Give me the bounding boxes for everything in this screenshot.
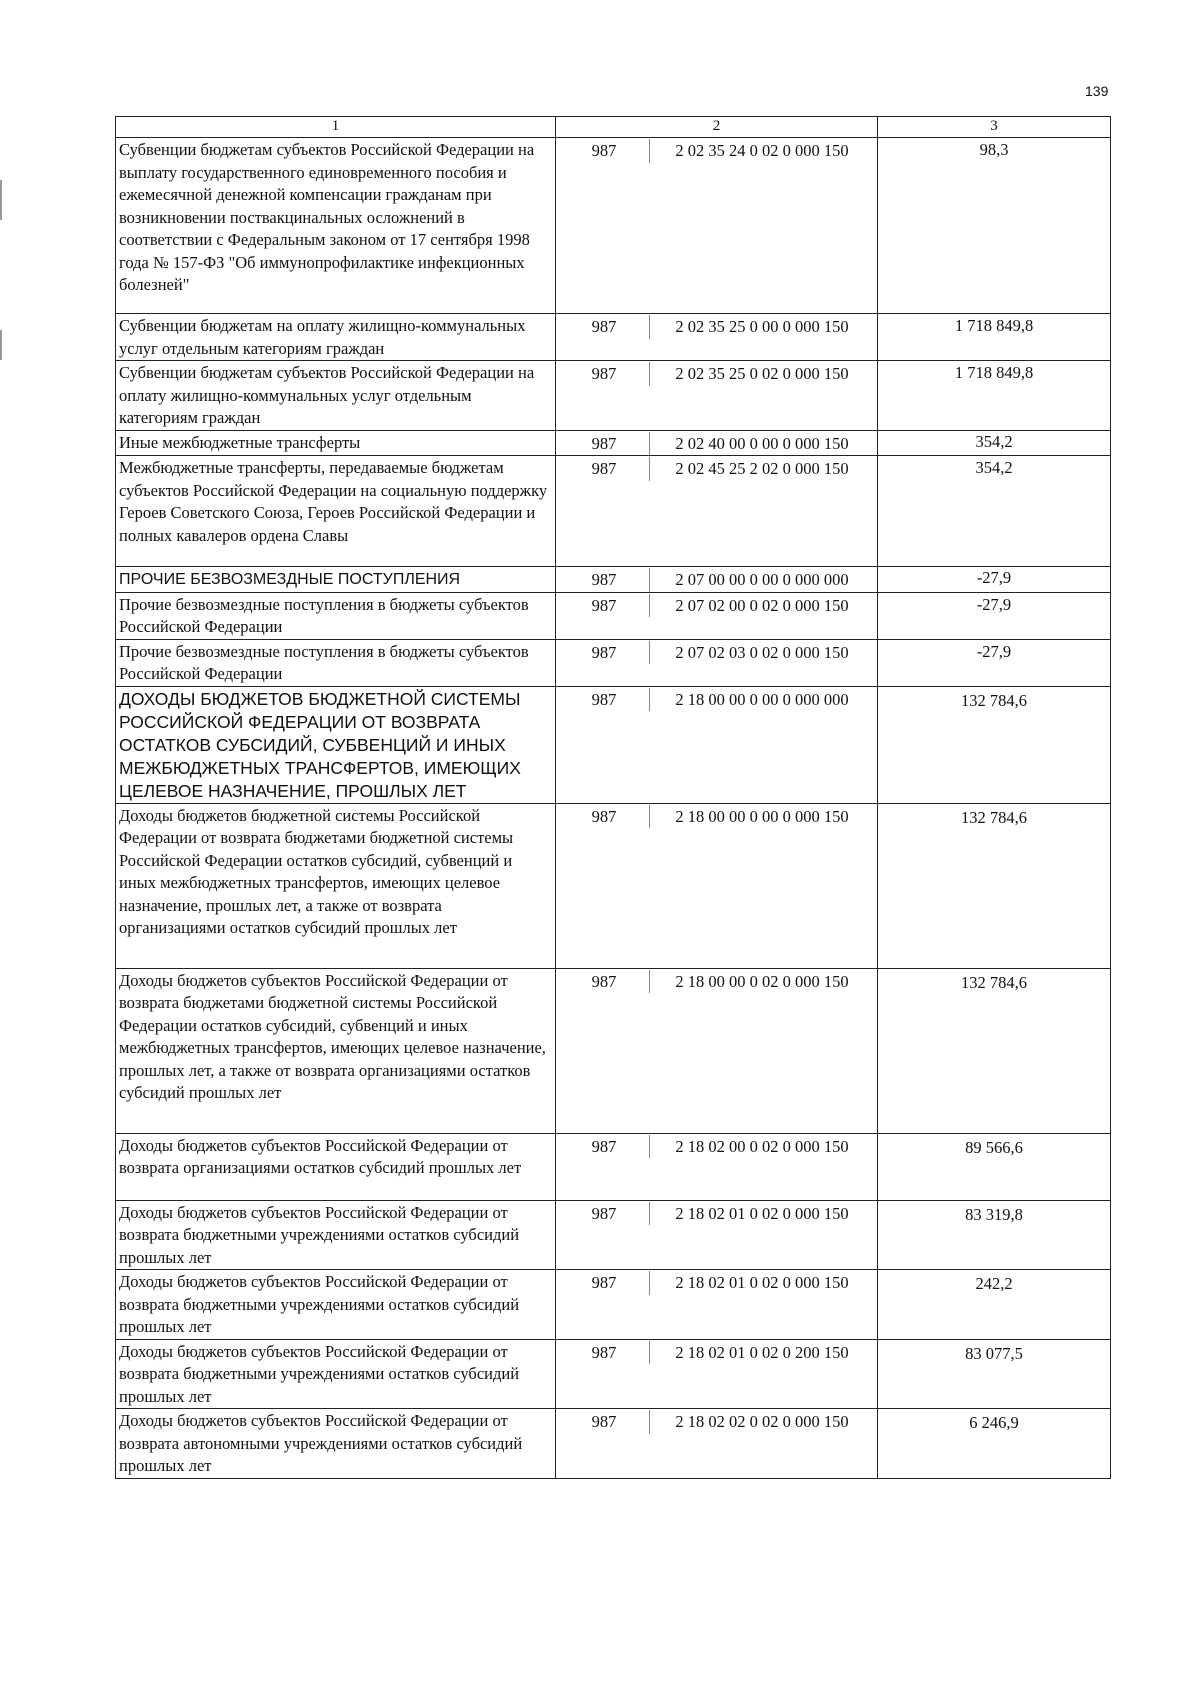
row-amount: 132 784,6 (878, 686, 1111, 803)
row-code-cell (556, 1339, 878, 1409)
row-budget-code: 2 07 02 00 0 02 0 000 150 (649, 594, 874, 618)
row-code-cell (556, 639, 878, 686)
row-description: Доходы бюджетов бюджетной системы Российской Федерации от возврата бюджетами бюджетной системы Российской Федерации остатков субсидий, субвенций и иных межбюджетных трансфертов, имеющих целевое назначение, прошлых лет, а также от возврата организациями остатков субсидий прошлых лет (116, 803, 556, 968)
row-description: Прочие безвозмездные поступления в бюджеты субъектов Российской Федерации (116, 639, 556, 686)
table-row (116, 686, 1111, 803)
row-amount: -27,9 (878, 567, 1111, 593)
scan-edge-mark (0, 180, 2, 220)
row-budget-code: 2 18 02 02 0 02 0 000 150 (649, 1410, 874, 1434)
table-row (116, 803, 1111, 968)
row-budget-code: 2 02 35 25 0 02 0 000 150 (649, 362, 874, 386)
row-code-cell (556, 430, 878, 456)
row-admin-code: 987 (591, 971, 617, 991)
table-header-row (116, 117, 1111, 138)
table-row (116, 1200, 1111, 1270)
row-budget-code: 2 02 35 25 0 00 0 000 150 (649, 315, 874, 339)
row-budget-code: 2 18 00 00 0 00 0 000 000 (649, 688, 874, 712)
table-row (116, 314, 1111, 361)
table-row (116, 1270, 1111, 1340)
row-admin-code: 987 (591, 595, 617, 615)
table-row (116, 1409, 1111, 1479)
row-budget-code: 2 18 02 01 0 02 0 000 150 (649, 1202, 874, 1226)
row-budget-code: 2 02 45 25 2 02 0 000 150 (649, 457, 874, 481)
table-row (116, 592, 1111, 639)
row-code-cell (556, 567, 878, 593)
row-admin-code: 987 (591, 1412, 617, 1431)
scan-edge-mark (0, 330, 2, 360)
row-budget-code: 2 18 02 00 0 02 0 000 150 (649, 1135, 874, 1159)
row-code-cell (556, 1409, 878, 1479)
row-admin-code: 987 (591, 570, 617, 589)
row-amount: 89 566,6 (878, 1133, 1111, 1200)
row-admin-code: 987 (591, 806, 617, 826)
row-description: ДОХОДЫ БЮДЖЕТОВ БЮДЖЕТНОЙ СИСТЕМЫ РОССИЙСКОЙ ФЕДЕРАЦИИ ОТ ВОЗВРАТА ОСТАТКОВ СУБСИДИЙ, СУБВЕНЦИЙ И ИНЫХ МЕЖБЮДЖЕТНЫХ ТРАНСФЕРТОВ, ИМЕЮЩИХ ЦЕЛЕВОЕ НАЗНАЧЕНИЕ, ПРОШЛЫХ ЛЕТ (116, 686, 556, 803)
row-description: Доходы бюджетов субъектов Российской Федерации от возврата бюджетными учреждениями остатков субсидий прошлых лет (116, 1270, 556, 1340)
row-budget-code: 2 18 00 00 0 00 0 000 150 (649, 805, 874, 829)
row-admin-code: 987 (591, 364, 617, 383)
table-row (116, 138, 1111, 314)
row-budget-code: 2 18 02 01 0 02 0 200 150 (649, 1341, 874, 1365)
row-description: Иные межбюджетные трансферты (116, 430, 556, 456)
budget-revenue-table (115, 116, 1111, 1479)
header-col-3: 3 (878, 117, 1111, 138)
row-description: Субвенции бюджетам на оплату жилищно-коммунальных услуг отдельным категориям граждан (116, 314, 556, 361)
row-amount: 1 718 849,8 (878, 314, 1111, 361)
row-admin-code: 987 (591, 433, 617, 453)
table-row (116, 1133, 1111, 1200)
row-code-cell (556, 456, 878, 567)
row-description: Субвенции бюджетам субъектов Российской Федерации на оплату жилищно-коммунальных услуг отдельным категориям граждан (116, 361, 556, 431)
row-description: Прочие безвозмездные поступления в бюджеты субъектов Российской Федерации (116, 592, 556, 639)
row-description: ПРОЧИЕ БЕЗВОЗМЕЗДНЫЕ ПОСТУПЛЕНИЯ (116, 567, 556, 593)
row-description: Межбюджетные трансферты, передаваемые бюджетам субъектов Российской Федерации на социальную поддержку Героев Советского Союза, Героев Российской Федерации и полных кавалеров ордена Славы (116, 456, 556, 567)
row-budget-code: 2 07 00 00 0 00 0 000 000 (649, 568, 874, 592)
row-budget-code: 2 18 02 01 0 02 0 000 150 (649, 1271, 874, 1295)
row-code-cell (556, 138, 878, 314)
row-budget-code: 2 07 02 03 0 02 0 000 150 (649, 641, 874, 665)
row-amount: 354,2 (878, 430, 1111, 456)
row-budget-code: 2 02 40 00 0 00 0 000 150 (649, 432, 874, 456)
row-code-cell (556, 968, 878, 1133)
row-budget-code: 2 18 00 00 0 02 0 000 150 (649, 970, 874, 994)
row-admin-code: 987 (591, 1203, 617, 1223)
table-row (116, 968, 1111, 1133)
row-amount: 354,2 (878, 456, 1111, 567)
row-amount: 6 246,9 (878, 1409, 1111, 1479)
row-code-cell (556, 592, 878, 639)
row-amount: 132 784,6 (878, 803, 1111, 968)
row-code-cell (556, 686, 878, 803)
table-row (116, 1339, 1111, 1409)
page-number: 139 (1085, 83, 1109, 99)
row-amount: -27,9 (878, 592, 1111, 639)
row-amount: 1 718 849,8 (878, 361, 1111, 431)
row-amount: -27,9 (878, 639, 1111, 686)
row-description: Доходы бюджетов субъектов Российской Федерации от возврата бюджетными учреждениями остатков субсидий прошлых лет (116, 1339, 556, 1409)
table-row (116, 567, 1111, 593)
row-admin-code: 987 (591, 689, 617, 709)
header-col-1: 1 (116, 117, 556, 138)
table-row (116, 430, 1111, 456)
row-admin-code: 987 (591, 642, 617, 662)
row-budget-code: 2 02 35 24 0 02 0 000 150 (649, 139, 874, 163)
row-amount: 83 077,5 (878, 1339, 1111, 1409)
row-description: Доходы бюджетов субъектов Российской Федерации от возврата организациями остатков субсидий прошлых лет (116, 1133, 556, 1200)
row-admin-code: 987 (591, 317, 617, 336)
table-row (116, 456, 1111, 567)
row-description: Доходы бюджетов субъектов Российской Федерации от возврата автономными учреждениями остатков субсидий прошлых лет (116, 1409, 556, 1479)
row-amount: 98,3 (878, 138, 1111, 314)
header-col-2: 2 (556, 117, 878, 138)
row-amount: 132 784,6 (878, 968, 1111, 1133)
row-description: Доходы бюджетов субъектов Российской Федерации от возврата бюджетами бюджетной системы Российской Федерации остатков субсидий, субвенций и иных межбюджетных трансфертов, имеющих целевое назначение, прошлых лет, а также от возврата организациями остатков субсидий прошлых лет (116, 968, 556, 1133)
row-amount: 83 319,8 (878, 1200, 1111, 1270)
row-admin-code: 987 (591, 1136, 617, 1156)
row-description: Субвенции бюджетам субъектов Российской Федерации на выплату государственного единовременного пособия и ежемесячной денежной компенсации гражданам при возникновении поствакцинальных осложнений в соответствии с Федеральным законом от 17 сентября 1998 года № 157-ФЗ "Об иммунопрофилактике инфекционных болезней" (116, 138, 556, 314)
table-row (116, 639, 1111, 686)
row-code-cell (556, 1133, 878, 1200)
row-code-cell (556, 361, 878, 431)
row-code-cell (556, 1200, 878, 1270)
row-code-cell (556, 1270, 878, 1340)
row-admin-code: 987 (591, 1273, 617, 1292)
row-admin-code: 987 (591, 141, 617, 160)
row-amount: 242,2 (878, 1270, 1111, 1340)
table-row (116, 361, 1111, 431)
row-description: Доходы бюджетов субъектов Российской Федерации от возврата бюджетными учреждениями остатков субсидий прошлых лет (116, 1200, 556, 1270)
row-code-cell (556, 314, 878, 361)
row-code-cell (556, 803, 878, 968)
row-admin-code: 987 (591, 1342, 617, 1362)
row-admin-code: 987 (591, 459, 617, 478)
